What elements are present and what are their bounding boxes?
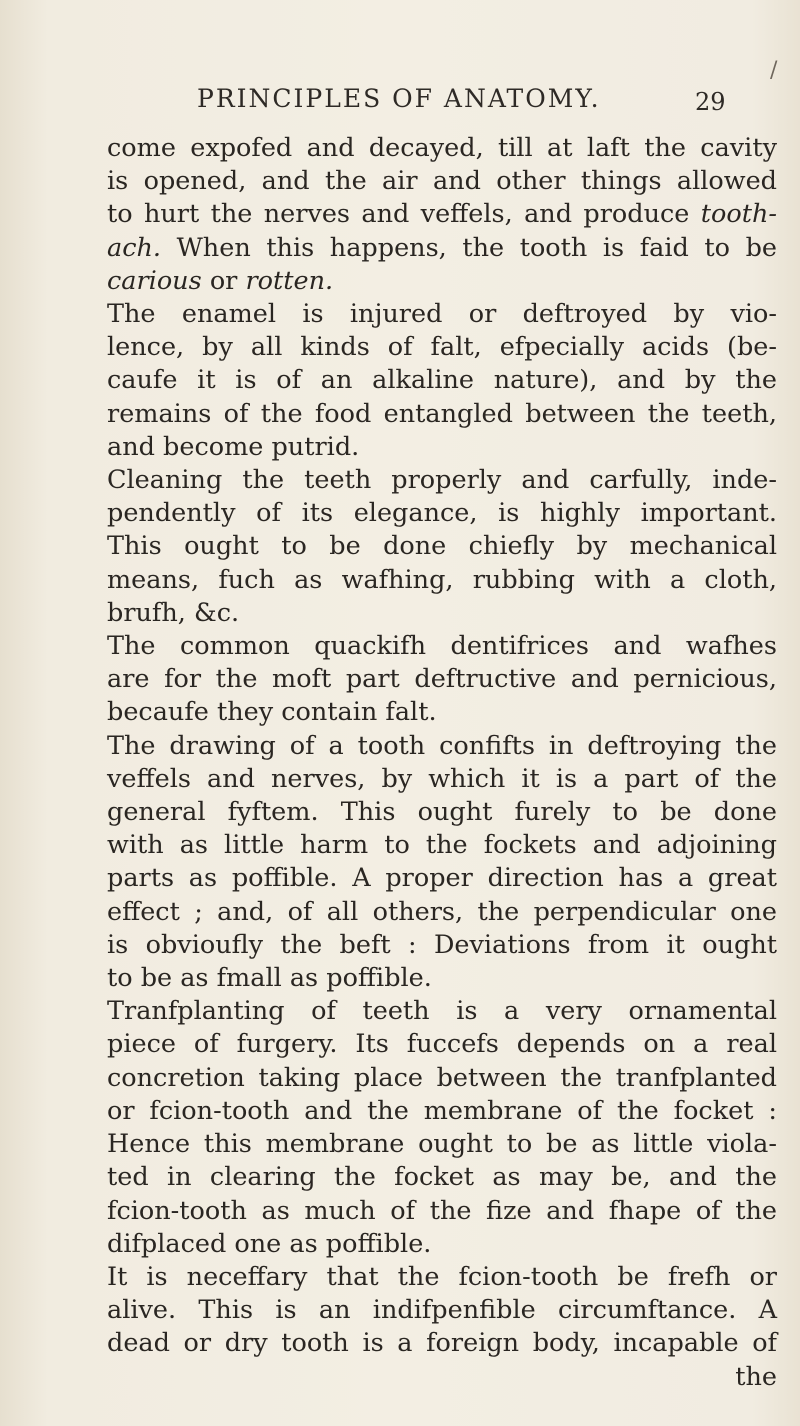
text-line: fcion-tooth as much of the fize and fhape of the	[107, 1195, 777, 1226]
text-line: are for the moft part deftructive and pernicious,	[107, 664, 777, 695]
text-line: or fcion-tooth and the membrane of the focket :	[107, 1095, 777, 1126]
text-line: The common quackifh dentifrices and wafhes	[107, 631, 777, 662]
text-line: parts as poffible. A proper direction has a great	[107, 863, 777, 894]
catchword: the	[735, 1361, 777, 1392]
text-line: with as little harm to the fockets and adjoining	[107, 830, 777, 861]
text-line: pendently of its elegance, is highly important.	[107, 498, 777, 529]
corner-mark: /	[770, 58, 778, 83]
text-line: ted in clearing the focket as may be, and the	[107, 1162, 777, 1193]
text-line: remains of the food entangled between the teeth,	[107, 398, 777, 429]
text-line: The enamel is injured or deftroyed by vio-	[107, 299, 777, 330]
text-line: alive. This is an indifpenfible circumftance. A	[107, 1295, 777, 1326]
running-head: PRINCIPLES OF ANATOMY.	[197, 84, 601, 113]
text-line: Cleaning the teeth properly and carfully, inde-	[107, 465, 777, 496]
italic-term: carious	[107, 265, 202, 296]
text-line: It is neceffary that the fcion-tooth be frefh or	[107, 1261, 777, 1292]
text-line: This ought to be done chiefly by mechanical	[107, 531, 777, 562]
text-line: piece of furgery. Its fuccefs depends on a real	[107, 1029, 777, 1060]
text-line: lence, by all kinds of falt, efpecially acids (be-	[107, 332, 777, 363]
text-line: means, fuch as wafhing, rubbing with a cloth,	[107, 564, 777, 595]
text-fragment: or	[209, 265, 238, 296]
text-fragment: to hurt the nerves and veffels, and produce	[107, 199, 690, 230]
italic-term: ach.	[107, 232, 162, 263]
text-line: difplaced one as poffible.	[107, 1228, 432, 1259]
italic-term: rotten.	[245, 265, 334, 296]
text-line: general fyftem. This ought furely to be done	[107, 797, 777, 828]
text-line	[107, 232, 777, 265]
text-line: is opened, and the air and other things allowed	[107, 166, 777, 197]
page-number: 29	[695, 88, 726, 116]
text-line: is obvioufly the beft : Deviations from it ought	[107, 929, 777, 960]
italic-term: tooth-	[700, 199, 778, 230]
text-line: veffels and nerves, by which it is a part of the	[107, 763, 777, 794]
text-line: to be as fmall as poffible.	[107, 963, 432, 994]
text-line: effect ; and, of all others, the perpendicular one	[107, 896, 777, 927]
text-line: dead or dry tooth is a foreign body, incapable of	[107, 1328, 777, 1359]
text-line: caufe it is of an alkaline nature), and by the	[107, 365, 777, 396]
text-line: concretion taking place between the tranfplanted	[107, 1062, 777, 1093]
body-text	[107, 132, 777, 1394]
text-fragment: When this happens, the tooth is faid to be	[176, 232, 777, 263]
text-line: brufh, &c.	[107, 597, 240, 628]
text-line: and become putrid.	[107, 431, 360, 462]
text-line: Tranfplanting of teeth is a very ornamental	[107, 996, 777, 1027]
text-line: Hence this membrane ought to be as little viola-	[107, 1129, 777, 1160]
text-line: The drawing of a tooth confifts in deftroying the	[107, 730, 777, 761]
text-line: becaufe they contain falt.	[107, 697, 437, 728]
text-line	[107, 198, 777, 231]
text-line: come expofed and decayed, till at laft the cavity	[107, 133, 777, 163]
text-line	[107, 265, 777, 298]
